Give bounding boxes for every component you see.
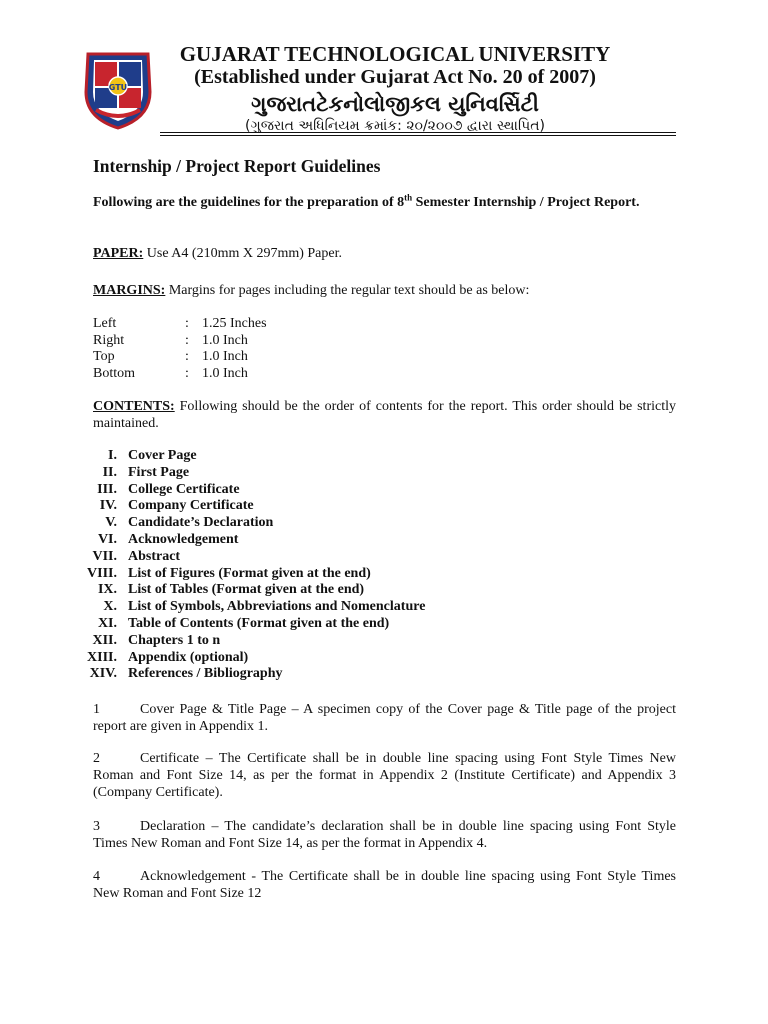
university-logo (80, 48, 156, 130)
note-text: Declaration – The candidate’s declaration shall be in double line spacing using Font Style Times New Roman and Font Size 14, as per the format in Appendix 4. (93, 819, 676, 851)
university-name-gujarati: ગુજરાતટેકનોલોજીકલ યુનિવર્સિટી (251, 92, 539, 116)
list-item (60, 482, 480, 499)
note-paragraph (93, 750, 676, 801)
list-item (60, 465, 480, 482)
item-number: VI. (97, 531, 117, 547)
note-paragraph (93, 818, 676, 852)
note-number: 4 (93, 869, 100, 884)
margin-value: 1.0 Inch (202, 349, 248, 364)
item-text: List of Symbols, Abbreviations and Nomenclature (128, 599, 426, 615)
item-text: Table of Contents (Format given at the end) (128, 615, 390, 631)
item-number: V. (105, 515, 117, 531)
list-item (60, 515, 480, 532)
item-text: Cover Page (128, 448, 197, 463)
margin-separator: : (185, 366, 189, 381)
note-text: Certificate – The Certificate shall be in double line spacing using Font Style Times New Roman and Font Size 14, as per the format in Appendix 2 (Institute Certificate) and Appendix 3 (Company Certificate). (93, 751, 676, 800)
margin-side: Right (93, 333, 125, 348)
item-number: XIII. (87, 649, 117, 665)
item-text: College Certificate (128, 481, 240, 497)
list-item (60, 566, 480, 583)
list-item (60, 599, 480, 616)
list-item (60, 448, 480, 465)
item-number: VIII. (87, 565, 117, 581)
item-number: I. (108, 448, 117, 463)
list-item (60, 666, 480, 683)
item-number: IX. (97, 582, 117, 598)
paper-label: PAPER: (93, 246, 144, 261)
item-text: Candidate’s Declaration (128, 515, 274, 531)
list-item (60, 549, 480, 566)
note-paragraph (93, 868, 676, 902)
intro-text-after: Semester Internship / Project Report. (412, 195, 640, 210)
item-text: Chapters 1 to n (128, 632, 221, 648)
list-item (60, 616, 480, 633)
item-text: First Page (128, 464, 190, 480)
margins-label: MARGINS: (93, 283, 166, 298)
note-text: Acknowledgement - The Certificate shall be in double line spacing using Font Style Times New Roman and Font Size 12 (93, 869, 676, 901)
contents-list (60, 448, 480, 683)
item-number: XII. (92, 632, 117, 648)
list-item (60, 582, 480, 599)
note-paragraph (93, 701, 676, 735)
margin-value: 1.0 Inch (202, 333, 248, 348)
item-number: X. (103, 599, 117, 615)
margin-separator: : (185, 333, 189, 348)
margin-separator: : (185, 349, 189, 364)
paper-text: Use A4 (210mm X 297mm) Paper. (143, 246, 343, 261)
item-number: VII. (92, 548, 117, 564)
margins-text: Margins for pages including the regular text should be as below: (165, 283, 530, 298)
page-title: Internship / Project Report Guidelines (93, 156, 381, 176)
header-rule-thick (160, 132, 676, 133)
university-name: GUJARAT TECHNOLOGICAL UNIVERSITY (179, 42, 611, 66)
margin-value: 1.0 Inch (202, 366, 248, 381)
margin-side: Bottom (93, 366, 136, 381)
intro-text-before: Following are the guidelines for the preparation of 8 (93, 195, 405, 210)
margin-side: Top (93, 349, 115, 364)
item-number: XIV. (89, 666, 117, 682)
margin-side: Left (93, 316, 117, 331)
margins-paragraph (93, 282, 676, 299)
item-text: References / Bibliography (128, 666, 283, 682)
note-number: 1 (93, 702, 100, 717)
paper-paragraph (93, 245, 676, 262)
item-number: III. (97, 481, 117, 497)
item-text: List of Tables (Format given at the end) (128, 582, 365, 598)
margin-value: 1.25 Inches (202, 316, 267, 331)
item-text: Acknowledgement (128, 531, 239, 547)
item-text: Company Certificate (128, 498, 254, 514)
logo-lettering: GTU (108, 83, 128, 92)
item-number: IV. (99, 498, 117, 514)
intro-paragraph (93, 194, 676, 211)
list-item (60, 650, 480, 667)
contents-paragraph (93, 398, 676, 432)
note-number: 3 (93, 819, 100, 834)
established-line-gujarati: (ગુજરાત અધિનિયમ ક્રમાંક: ૨૦/૨૦૦૭ દ્વારા સ્થાપિત) (245, 118, 545, 134)
note-number: 2 (93, 751, 100, 766)
established-line: (Established under Gujarat Act No. 20 of 2007) (194, 66, 596, 88)
item-text: Appendix (optional) (128, 649, 249, 665)
item-text: Abstract (128, 548, 181, 564)
list-item (60, 498, 480, 515)
item-number: XI. (97, 615, 117, 631)
item-text: List of Figures (Format given at the end) (128, 565, 371, 581)
note-text: Cover Page & Title Page – A specimen copy of the Cover page & Title page of the project report are given in Appendix 1. (93, 702, 676, 734)
margin-separator: : (185, 316, 189, 331)
list-item (60, 532, 480, 549)
intro-superscript: th (404, 192, 413, 203)
list-item (60, 633, 480, 650)
item-number: II. (102, 464, 117, 480)
contents-label: CONTENTS: (93, 399, 175, 414)
contents-text: Following should be the order of contents for the report. This order should be strictly maintained. (93, 399, 676, 431)
header-rule-thin (160, 135, 676, 136)
